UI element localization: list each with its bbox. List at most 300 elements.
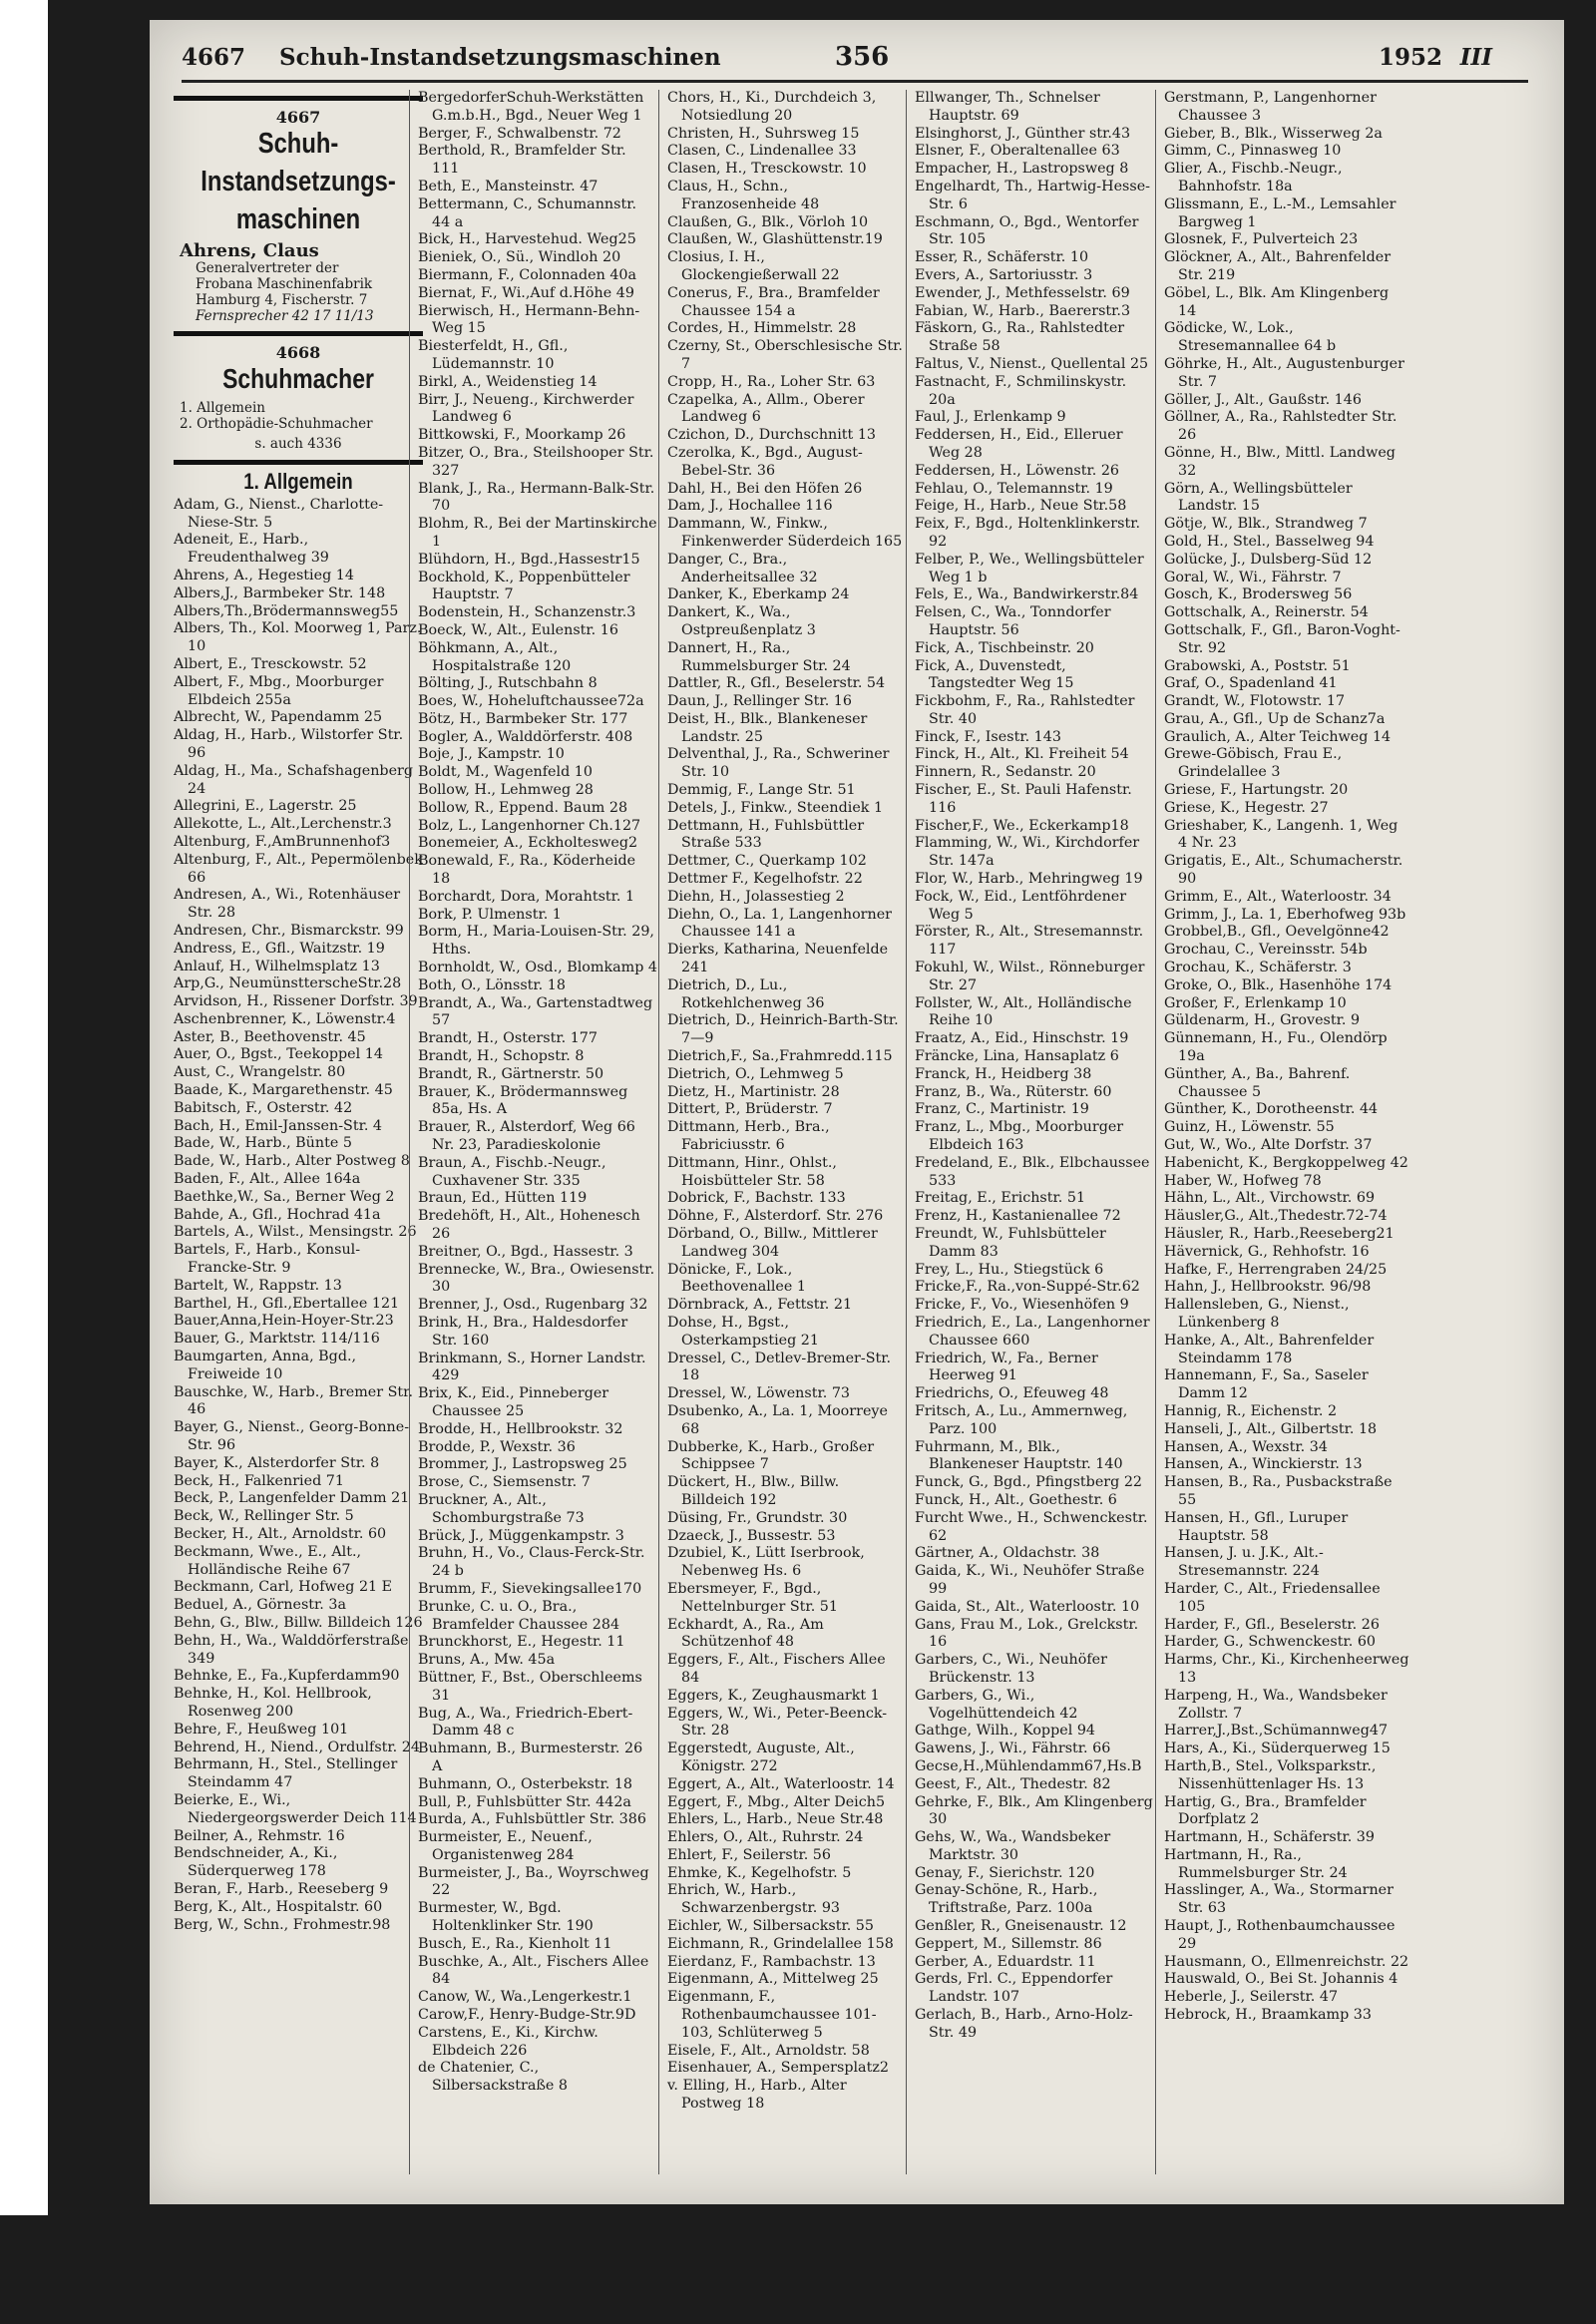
directory-entry: Dubberke, K., Harb., Großer Schippsee 7: [667, 1438, 875, 1473]
directory-entry: Hallensleben, G., Nienst., Lünkenberg 8: [1164, 1297, 1350, 1331]
directory-entry: Brose, C., Siemsenstr. 7: [418, 1474, 591, 1491]
directory-entry: Bogler, A., Walddörferstr. 408: [418, 728, 633, 745]
directory-entry: Grigatis, E., Alt., Schumacherstr. 90: [1164, 853, 1403, 888]
directory-entry: Altenburg, F., Alt., Pepermölenbek 66: [174, 851, 423, 886]
directory-entry: Bittkowski, F., Moorkamp 26: [418, 427, 626, 444]
section-title-line: Instandsetzungs-: [200, 165, 396, 197]
entry-list: [418, 90, 657, 2096]
directory-entry: Bayer, G., Nienst., Georg-Bonne-Str. 96: [174, 1419, 410, 1454]
directory-entry: Bonewald, F., Ra., Köderheide 18: [418, 853, 636, 888]
section-rule: [174, 460, 423, 465]
directory-entry: Dzubiel, K., Lütt Iserbrook, Nebenweg Hs. 6: [667, 1545, 865, 1580]
directory-entry: Großer, F., Erlenkamp 10: [1164, 994, 1347, 1011]
section-rule: [174, 96, 423, 101]
directory-entry: Gerstmann, P., Langenhorner Chaussee 3: [1164, 90, 1377, 124]
directory-entry: Genßler, R., Gneisenaustr. 12: [915, 1918, 1127, 1935]
directory-entry: Behn, H., Wa., Walddörferstraße 349: [174, 1632, 409, 1667]
directory-entry: Biernat, F., Wi.,Auf d.Höhe 49: [418, 284, 634, 301]
directory-entry: Dückert, H., Blw., Billw. Billdeich 192: [667, 1474, 840, 1508]
directory-entry: Dietrich,F., Sa.,Frahmredd.115: [667, 1048, 893, 1065]
directory-entry: Behn, G., Blw., Billw. Billdeich 126: [174, 1614, 423, 1631]
directory-entry: Hannig, R., Eichenstr. 2: [1164, 1402, 1338, 1419]
directory-entry: Ellwanger, Th., Schnelser Hauptstr. 69: [915, 90, 1100, 124]
directory-entry: Glöckner, A., Alt., Bahrenfelder Str. 219: [1164, 249, 1392, 283]
directory-entry: Bahde, A., Gfl., Hochrad 41a: [174, 1206, 381, 1223]
directory-entry: Büttner, F., Bst., Oberschleems 31: [418, 1669, 642, 1704]
directory-entry: Dettmer F., Kegelhofstr. 22: [667, 871, 863, 888]
directory-entry: Dietrich, D., Heinrich-Barth-Str. 7—9: [667, 1012, 899, 1047]
directory-entry: Friedrich, E., La., Langenhorner Chaussee 660: [915, 1314, 1150, 1349]
directory-entry: Elsinghorst, J., Günther str.43: [915, 125, 1131, 142]
directory-entry: Göller, J., Alt., Gaußstr. 146: [1164, 391, 1362, 408]
directory-entry: Bartels, F., Harb., Konsul-Francke-Str. 9: [174, 1242, 361, 1277]
directory-entry: Claus, H., Schn., Franzosenheide 48: [667, 178, 820, 212]
directory-entry: Canow, W., Wa.,Lengerkestr.1: [418, 1989, 632, 2006]
directory-entry: Andresen, A., Wi., Rotenhäuser Str. 28: [174, 887, 401, 922]
directory-entry: Gerber, A., Eduardstr. 11: [915, 1953, 1096, 1970]
directory-entry: Hansen, H., Gfl., Luruper Hauptstr. 58: [1164, 1509, 1349, 1544]
directory-entry: Boeck, W., Alt., Eulenstr. 16: [418, 621, 618, 638]
directory-entry: Eichler, W., Silbersackstr. 55: [667, 1918, 874, 1935]
directory-entry: Glosnek, F., Pulverteich 23: [1164, 231, 1359, 248]
directory-entry: Günther, A., Ba., Bahrenf. Chaussee 5: [1164, 1065, 1351, 1100]
directory-entry: Behrend, H., Niend., Ordulfstr. 24: [174, 1739, 420, 1755]
directory-entry: Blank, J., Ra., Hermann-Balk-Str. 70: [418, 480, 655, 515]
directory-entry: Adam, G., Nienst., Charlotte-Niese-Str. 5: [174, 496, 384, 531]
directory-entry: Detels, J., Finkw., Steendiek 1: [667, 799, 884, 816]
directory-entry: Fick, A., Tischbeinstr. 20: [915, 639, 1094, 656]
column-2: [409, 90, 657, 2174]
directory-entry: Dittmann, Herb., Bra., Fabriciusstr. 6: [667, 1119, 830, 1154]
directory-entry: Borm, H., Maria-Louisen-Str. 29, Hths.: [418, 924, 654, 959]
directory-entry: Danker, K., Eberkamp 24: [667, 586, 850, 603]
directory-entry: Fokuhl, W., Wilst., Rönneburger Str. 27: [915, 960, 1145, 993]
directory-entry: Griese, F., Hartungstr. 20: [1164, 782, 1349, 799]
directory-entry: Blohm, R., Bei der Martinskirche 1: [418, 516, 657, 550]
directory-entry: Fricke, F., Vo., Wiesenhöfen 9: [915, 1297, 1129, 1314]
subsection-item: 2. Orthopädie-Schuhmacher: [180, 416, 373, 433]
directory-entry: Dettmann, H., Fuhlsbüttler Straße 533: [667, 817, 865, 852]
directory-entry: Dam, J., Hochallee 116: [667, 498, 833, 515]
directory-entry: Gönne, H., Blw., Mittl. Landweg 32: [1164, 444, 1396, 479]
directory-entry: Eierdanz, F., Rambachstr. 13: [667, 1953, 876, 1970]
directory-entry: Frenz, H., Kastanienallee 72: [915, 1208, 1121, 1225]
page-number: 356: [835, 42, 890, 72]
sidebar-strip: [0, 0, 48, 2215]
directory-entry: Hävernick, G., Rehhofstr. 16: [1164, 1243, 1370, 1260]
directory-entry: Gecse,H.,Mühlendamm67,Hs.B: [915, 1757, 1142, 1774]
directory-entry: Both, O., Lönsstr. 18: [418, 976, 566, 993]
directory-entry: Bierwisch, H., Hermann-Behn-Weg 15: [418, 302, 640, 337]
directory-entry: Dittert, P., Brüderstr. 7: [667, 1101, 833, 1118]
directory-entry: Follster, W., Alt., Holländische Reihe 10: [915, 994, 1132, 1029]
directory-entry: Hanke, A., Alt., Bahrenfelder Steindamm 178: [1164, 1332, 1375, 1366]
directory-entry: Brandt, R., Gärtnerstr. 50: [418, 1065, 604, 1082]
directory-entry: Berger, F., Schwalbenstr. 72: [418, 125, 621, 142]
directory-entry: Freundt, W., Fuhlsbütteler Damm 83: [915, 1226, 1106, 1260]
directory-entry: Czapelka, A., Allm., Oberer Landweg 6: [667, 391, 865, 426]
directory-entry: Chors, H., Ki., Durchdeich 3, Notsiedlung 20: [667, 90, 877, 124]
directory-entry: Baden, F., Alt., Allee 164a: [174, 1171, 361, 1188]
directory-entry: Hansen, A., Wexstr. 34: [1164, 1438, 1328, 1455]
directory-entry: Gaida, K., Wi., Neuhöfer Straße 99: [915, 1563, 1145, 1597]
directory-entry: Freitag, E., Erichstr. 51: [915, 1190, 1086, 1207]
directory-entry: Dahl, H., Bei den Höfen 26: [667, 480, 863, 497]
directory-entry: Andresen, Chr., Bismarckstr. 99: [174, 922, 404, 939]
directory-entry: Gosch, K., Brodersweg 56: [1164, 586, 1353, 603]
directory-entry: Funck, H., Alt., Goethestr. 6: [915, 1491, 1117, 1508]
header-title: Schuh-Instandsetzungsmaschinen: [279, 44, 721, 71]
directory-entry: Finck, F., Isestr. 143: [915, 728, 1061, 745]
directory-entry: Göhrke, H., Alt., Augustenburger Str. 7: [1164, 355, 1404, 390]
directory-entry: Czichon, D., Durchschnitt 13: [667, 427, 877, 444]
section-number: 4667: [275, 108, 321, 127]
directory-entry: Dattler, R., Gfl., Beselerstr. 54: [667, 675, 886, 692]
directory-entry: Arp,G., NeumünstterscheStr.28: [174, 975, 402, 992]
directory-entry: Hartmann, H., Ra., Rummelsburger Str. 24: [1164, 1846, 1348, 1881]
directory-entry: Bruhn, H., Vo., Claus-Ferck-Str. 24 b: [418, 1545, 645, 1580]
directory-entry: Haber, W., Hofweg 78: [1164, 1172, 1322, 1189]
directory-entry: Göllner, A., Ra., Rahlstedter Str. 26: [1164, 409, 1397, 444]
directory-entry: Fuhrmann, M., Blk., Blankeneser Hauptstr. 140: [915, 1438, 1123, 1473]
section-title-line: Schuh-: [257, 127, 339, 160]
directory-entry: Fredeland, E., Blk., Elbchaussee 533: [915, 1154, 1150, 1189]
directory-entry: Becker, H., Alt., Arnoldstr. 60: [174, 1526, 387, 1542]
directory-entry: Burmeister, E., Neuenf., Organistenweg 284: [418, 1829, 593, 1863]
directory-entry: Fricke,F., Ra.,von-Suppé-Str.62: [915, 1279, 1140, 1296]
directory-entry: Czerny, St., Oberschlesische Str. 7: [667, 338, 903, 372]
directory-entry: Brodde, P., Wexstr. 36: [418, 1438, 576, 1455]
directory-entry: Furcht Wwe., H., Schwenckestr. 62: [915, 1509, 1148, 1544]
directory-entry: Fabian, W., Harb., Baererstr.3: [915, 302, 1131, 319]
directory-entry: Göbel, L., Blk. Am Klingenberg 14: [1164, 284, 1390, 319]
directory-entry: Dierks, Katharina, Neuenfelde 241: [667, 942, 889, 976]
directory-entry: Brunckhorst, E., Hegestr. 11: [418, 1634, 625, 1651]
directory-entry: Günnemann, H., Fu., Olendörp 19a: [1164, 1030, 1388, 1065]
directory-entry: Hebrock, H., Braamkamp 33: [1164, 2007, 1372, 2024]
directory-entry: Hansen, J. u. J.K., Alt.-Stresemannstr. 224: [1164, 1545, 1324, 1580]
directory-entry: Fickbohm, F., Ra., Rahlstedter Str. 40: [915, 693, 1135, 727]
directory-entry: Dietz, H., Martinistr. 28: [667, 1083, 840, 1100]
directory-entry: Hars, A., Ki., Süderquerweg 15: [1164, 1741, 1391, 1757]
directory-entry: Bade, W., Harb., Alter Postweg 8: [174, 1153, 410, 1170]
directory-entry: Ehrich, W., Harb., Schwarzenbergstr. 93: [667, 1882, 841, 1917]
directory-entry: Ehlers, O., Alt., Ruhrstr. 24: [667, 1829, 864, 1846]
directory-entry: v. Elling, H., Harb., Alter Postweg 18: [667, 2078, 847, 2113]
directory-entry: Burmeister, J., Ba., Woyrschweg 22: [418, 1864, 649, 1899]
section-rule: [174, 331, 423, 336]
directory-entry: Bölting, J., Rutschbahn 8: [418, 675, 598, 692]
directory-entry: Breitner, O., Bgd., Hassestr. 3: [418, 1243, 633, 1260]
directory-entry: Grau, A., Gfl., Up de Schanz7a: [1164, 710, 1386, 727]
directory-entry: Friedrichs, O., Efeuweg 48: [915, 1385, 1109, 1402]
directory-entry: Franz, C., Martinistr. 19: [915, 1101, 1089, 1118]
directory-entry: Albers,Th.,Brödermannsweg55: [174, 602, 399, 619]
directory-entry: Glier, A., Fischb.-Neugr., Bahnhofstr. 18a: [1164, 161, 1343, 194]
directory-entry: Aust, C., Wrangelstr. 80: [174, 1064, 346, 1081]
directory-entry: Birr, J., Neueng., Kirchwerder Landweg 6: [418, 391, 634, 426]
directory-entry: Fraatz, A., Eid., Hinschstr. 19: [915, 1030, 1129, 1047]
directory-entry: Fehlau, O., Telemannstr. 19: [915, 480, 1113, 497]
advert-name: Ahrens, Claus: [180, 239, 319, 261]
directory-entry: Bötz, H., Barmbeker Str. 177: [418, 710, 628, 727]
header-year: 1952: [1378, 44, 1442, 71]
directory-entry: Günther, K., Dorotheenstr. 44: [1164, 1101, 1379, 1118]
directory-entry: Behnke, E., Fa.,Kupferdamm90: [174, 1668, 400, 1685]
directory-entry: Graf, O., Spadenland 41: [1164, 675, 1338, 692]
header-number: 4667: [182, 44, 246, 71]
directory-entry: Gerlach, B., Harb., Arno-Holz-Str. 49: [915, 2007, 1133, 2041]
directory-entry: Brix, K., Eid., Pinneberger Chaussee 25: [418, 1385, 609, 1419]
directory-entry: Blühdorn, H., Bgd.,Hassestr15: [418, 551, 640, 568]
directory-entry: Eichmann, R., Grindelallee 158: [667, 1935, 894, 1952]
directory-entry: Grandt, W., Flotowstr. 17: [1164, 693, 1346, 710]
directory-entry: Brodde, H., Hellbrookstr. 32: [418, 1420, 623, 1437]
directory-entry: Altenburg, F.,AmBrunnenhof3: [174, 833, 391, 850]
directory-entry: Brandt, A., Wa., Gartenstadtweg 57: [418, 994, 653, 1029]
directory-entry: Flamming, W., Wi., Kirchdorfer Str. 147a: [915, 835, 1140, 870]
directory-entry: Eigenmann, A., Mittelweg 25: [667, 1971, 879, 1988]
column-4: [906, 90, 1154, 2174]
directory-entry: Dönicke, F., Lok., Beethovenallee 1: [667, 1261, 806, 1296]
directory-entry: Berg, K., Alt., Hospitalstr. 60: [174, 1898, 383, 1915]
directory-entry: Finck, H., Alt., Kl. Freiheit 54: [915, 746, 1129, 763]
directory-entry: Faltus, V., Nienst., Quellental 25: [915, 355, 1149, 372]
directory-entry: Grabowski, A., Poststr. 51: [1164, 657, 1351, 674]
document-page: [150, 20, 1564, 2204]
advert-phone: Fernsprecher 42 17 11/13: [196, 307, 374, 324]
page-header: [182, 36, 1528, 83]
directory-entry: Görn, A., Wellingsbütteler Landstr. 15: [1164, 480, 1353, 515]
directory-entry: Förster, R., Alt., Stresemannstr. 117: [915, 924, 1144, 959]
directory-entry: Allegrini, E., Lagerstr. 25: [174, 798, 357, 815]
directory-entry: Dressel, C., Detlev-Bremer-Str. 18: [667, 1350, 892, 1384]
directory-entry: Elsner, F., Oberaltenallee 63: [915, 143, 1120, 160]
directory-entry: Daun, J., Rellinger Str. 16: [667, 693, 852, 710]
directory-entry: Bauer, G., Marktstr. 114/116: [174, 1331, 380, 1348]
directory-entry: Franz, L., Mbg., Moorburger Elbdeich 163: [915, 1119, 1124, 1154]
directory-entry: Dressel, W., Löwenstr. 73: [667, 1385, 851, 1402]
directory-entry: Dohse, H., Bgst., Osterkampstieg 21: [667, 1314, 819, 1349]
directory-entry: Harrer,J.,Bst.,Schümannweg47: [1164, 1723, 1389, 1740]
directory-entry: Eggert, A., Alt., Waterloostr. 14: [667, 1775, 895, 1792]
directory-entry: Beck, P., Langenfelder Damm 21: [174, 1490, 410, 1507]
directory-entry: Frey, L., Hu., Stiegstück 6: [915, 1261, 1104, 1278]
see-also-note: s. auch 4336: [254, 436, 342, 453]
directory-entry: Brumm, F., Sievekingsallee170: [418, 1580, 642, 1597]
directory-entry: Graulich, A., Alter Teichweg 14: [1164, 728, 1392, 745]
directory-entry: Cropp, H., Ra., Loher Str. 63: [667, 373, 876, 390]
directory-entry: Conerus, F., Bra., Bramfelder Chaussee 154 a: [667, 284, 880, 319]
entry-list: [1164, 90, 1409, 2025]
directory-entry: Guinz, H., Löwenstr. 55: [1164, 1119, 1335, 1136]
directory-entry: Closius, I. H., Glockengießerwall 22: [667, 249, 840, 283]
section-4667: [174, 96, 423, 325]
directory-entry: Düsing, Fr., Grundstr. 30: [667, 1509, 848, 1526]
directory-entry: Eggerstedt, Auguste, Alt., Königstr. 272: [667, 1741, 855, 1774]
directory-entry: Danger, C., Bra., Anderheitsallee 32: [667, 551, 818, 585]
directory-entry: Brunke, C. u. O., Bra., Bramfelder Chaussee 284: [418, 1598, 620, 1633]
directory-entry: Buschke, A., Alt., Fischers Allee 84: [418, 1953, 649, 1988]
directory-entry: Glissmann, E., L.-M., Lemsahler Bargweg 1: [1164, 195, 1396, 230]
directory-entry: Fock, W., Eid., Lentföhrdener Weg 5: [915, 888, 1127, 923]
directory-entry: Eggers, K., Zeughausmarkt 1: [667, 1687, 880, 1704]
directory-entry: Berg, W., Schn., Frohmestr.98: [174, 1916, 391, 1933]
directory-entry: Bauer,Anna,Hein-Hoyer-Str.23: [174, 1313, 394, 1330]
directory-entry: Bartelt, W., Rappstr. 13: [174, 1277, 342, 1294]
directory-entry: Buhmann, B., Burmesterstr. 26 A: [418, 1741, 643, 1774]
directory-entry: Genay-Schöne, R., Harb., Triftstraße, Parz. 100a: [915, 1882, 1098, 1917]
directory-entry: Brandt, H., Schopstr. 8: [418, 1048, 585, 1065]
directory-entry: Delventhal, J., Ra., Schweriner Str. 10: [667, 746, 890, 781]
directory-entry: Häusler,G., Alt.,Thedestr.72-74: [1164, 1208, 1388, 1225]
column-1: [174, 90, 423, 2174]
advert-line: Frobana Maschinenfabrik: [196, 275, 373, 292]
directory-entry: Baade, K., Margarethenstr. 45: [174, 1082, 393, 1099]
directory-entry: Bauschke, W., Harb., Bremer Str. 46: [174, 1383, 413, 1418]
directory-entry: BergedorferSchuh-Werkstätten G.m.b.H., Bgd., Neuer Weg 1: [418, 90, 644, 124]
directory-entry: Brink, H., Bra., Haldesdorfer Str. 160: [418, 1314, 628, 1349]
directory-entry: Bendschneider, A., Ki., Süderquerweg 178: [174, 1845, 338, 1880]
directory-entry: Gerds, Frl. C., Eppendorfer Landstr. 107: [915, 1971, 1113, 2006]
directory-entry: Dammann, W., Finkw., Finkenwerder Süderdeich 165: [667, 516, 903, 550]
directory-entry: Groke, O., Blk., Hasenhöhe 174: [1164, 976, 1393, 993]
directory-entry: Böhkmann, A., Alt., Hospitalstraße 120: [418, 639, 572, 674]
directory-entry: Beckmann, Wwe., E., Alt., Holländische Reihe 67: [174, 1543, 362, 1578]
directory-entry: Fischer,F., We., Eckerkamp18: [915, 817, 1129, 834]
entry-list: [915, 90, 1154, 2043]
directory-entry: Dietrich, D., Lu., Rotkehlchenweg 36: [667, 976, 825, 1011]
directory-entry: Carstens, E., Ki., Kirchw. Elbdeich 226: [418, 2024, 598, 2059]
directory-entry: Arvidson, H., Rissener Dorfstr. 39: [174, 993, 418, 1010]
directory-entry: Ehlert, F., Seilerstr. 56: [667, 1846, 831, 1863]
section-title: Schuhmacher: [222, 363, 374, 395]
directory-entry: Eschmann, O., Bgd., Wentorfer Str. 105: [915, 213, 1139, 248]
directory-entry: Haupt, J., Rothenbaumchaussee 29: [1164, 1918, 1396, 1952]
directory-entry: Aldag, H., Ma., Schafshagenberg 24: [174, 762, 414, 797]
directory-entry: Hafke, F., Herrengraben 24/25: [1164, 1261, 1388, 1278]
directory-entry: Bredehöft, H., Alt., Hohenesch 26: [418, 1208, 640, 1242]
directory-entry: Felber, P., We., Wellingsbütteler Weg 1 b: [915, 551, 1144, 585]
directory-entry: Grimm, E., Alt., Waterloostr. 34: [1164, 888, 1392, 905]
directory-entry: Bonemeier, A., Eckholtesweg2: [418, 835, 638, 852]
directory-entry: Albers,J., Barmbeker Str. 148: [174, 584, 386, 601]
directory-entry: Albert, E., Tresckowstr. 52: [174, 655, 367, 672]
directory-entry: Allekotte, L., Alt.,Lerchenstr.3: [174, 816, 392, 833]
directory-entry: Dankert, K., Wa., Ostpreußenplatz 3: [667, 604, 816, 638]
directory-entry: Hannemann, F., Sa., Saseler Damm 12: [1164, 1367, 1369, 1402]
directory-entry: Borchardt, Dora, Morahtstr. 1: [418, 888, 635, 905]
directory-entry: Bayer, K., Alsterdorfer Str. 8: [174, 1454, 380, 1471]
directory-entry: Ahrens, A., Hegestieg 14: [174, 567, 354, 583]
directory-entry: Auer, O., Bgst., Teekoppel 14: [174, 1046, 383, 1063]
directory-entry: de Chatenier, C., Silbersackstraße 8: [418, 2060, 569, 2095]
directory-entry: Geppert, M., Sillemstr. 86: [915, 1935, 1102, 1952]
directory-entry: Harpeng, H., Wa., Wandsbeker Zollstr. 7: [1164, 1687, 1388, 1722]
directory-entry: Grieshaber, K., Langenh. 1, Weg 4 Nr. 23: [1164, 817, 1398, 852]
directory-entry: Feddersen, H., Löwenstr. 26: [915, 462, 1120, 479]
directory-entry: Grobbel,B., Gfl., Oevelgönne42: [1164, 924, 1390, 941]
directory-entry: Hahn, J., Hellbrookstr. 96/98: [1164, 1279, 1372, 1296]
directory-entry: Gärtner, A., Oldachstr. 38: [915, 1545, 1100, 1562]
directory-entry: Faul, J., Erlenkamp 9: [915, 409, 1066, 426]
directory-entry: Fäskorn, G., Ra., Rahlstedter Straße 58: [915, 320, 1125, 355]
directory-entry: Grimm, J., La. 1, Eberhofweg 93b: [1164, 906, 1406, 923]
directory-entry: Dobrick, F., Bachstr. 133: [667, 1190, 846, 1207]
directory-entry: Berthold, R., Bramfelder Str. 111: [418, 143, 626, 178]
directory-entry: Burda, A., Fuhlsbüttler Str. 386: [418, 1811, 646, 1828]
directory-entry: Brennecke, W., Bra., Owiesenstr. 30: [418, 1261, 655, 1296]
directory-entry: Finnern, R., Sedanstr. 20: [915, 764, 1096, 781]
directory-entry: Barthel, H., Gfl.,Ebertallee 121: [174, 1295, 400, 1312]
directory-entry: Bollow, R., Eppend. Baum 28: [418, 799, 628, 816]
subsection-item: 1. Allgemein: [180, 400, 265, 417]
directory-entry: Ewender, J., Methfesselstr. 69: [915, 284, 1130, 301]
directory-entry: Albert, F., Mbg., Moorburger Elbdeich 255a: [174, 673, 384, 708]
directory-entry: Brenner, J., Osd., Rugenbarg 32: [418, 1297, 648, 1314]
directory-entry: Garbers, G., Wi., Vogelhüttendeich 42: [915, 1687, 1078, 1722]
directory-entry: Hartmann, H., Schäferstr. 39: [1164, 1829, 1376, 1846]
directory-entry: Hasslinger, A., Wa., Stormarner Str. 63: [1164, 1882, 1394, 1917]
section-4668: [174, 331, 423, 494]
entry-list: [174, 497, 423, 1935]
directory-entry: Aster, B., Beethovenstr. 45: [174, 1028, 366, 1045]
directory-entry: Hansen, B., Ra., Pusbackstraße 55: [1164, 1474, 1393, 1508]
directory-entry: Griese, K., Hegestr. 27: [1164, 799, 1329, 816]
directory-entry: Eggers, W., Wi., Peter-Beenck-Str. 28: [667, 1705, 888, 1740]
directory-entry: Bull, P., Fuhlsbütter Str. 442a: [418, 1793, 631, 1810]
directory-entry: Claußen, W., Glashüttenstr.19: [667, 231, 883, 248]
directory-entry: Bug, A., Wa., Friedrich-Ebert-Damm 48 c: [418, 1705, 633, 1740]
directory-entry: Birkl, A., Weidenstieg 14: [418, 373, 598, 390]
directory-entry: Bruckner, A., Alt., Schomburgstraße 73: [418, 1491, 585, 1526]
directory-entry: Bruns, A., Mw. 45a: [418, 1652, 556, 1669]
directory-entry: Fischer, E., St. Pauli Hafenstr. 116: [915, 782, 1132, 816]
directory-entry: Dannert, H., Ra., Rummelsburger Str. 24: [667, 639, 851, 674]
directory-entry: Goral, W., Wi., Fährstr. 7: [1164, 569, 1342, 585]
directory-entry: Beckmann, Carl, Hofweg 21 E: [174, 1579, 393, 1596]
directory-entry: Geest, F., Alt., Thedestr. 82: [915, 1775, 1111, 1792]
directory-entry: Beduel, A., Görnestr. 3a: [174, 1597, 346, 1614]
directory-entry: Albrecht, W., Papendamm 25: [174, 709, 383, 726]
directory-entry: Dittmann, Hinr., Ohlst., Hoisbütteler Str. 58: [667, 1154, 837, 1189]
directory-entry: Beck, W., Rellinger Str. 5: [174, 1508, 354, 1525]
directory-entry: Adeneit, E., Harb., Freudenthalweg 39: [174, 532, 329, 567]
entry-list: [667, 90, 905, 2114]
directory-entry: Ehmke, K., Kegelhofstr. 5: [667, 1864, 852, 1881]
directory-entry: Bach, H., Emil-Janssen-Str. 4: [174, 1117, 383, 1134]
directory-entry: Brommer, J., Lastropsweg 25: [418, 1456, 627, 1473]
directory-entry: Fels, E., Wa., Bandwirkerstr.84: [915, 586, 1139, 603]
directory-entry: Czerolka, K., Bgd., August-Bebel-Str. 36: [667, 444, 863, 479]
directory-entry: Fräncke, Lina, Hansaplatz 6: [915, 1048, 1119, 1065]
directory-entry: Feix, F., Bgd., Holtenklinkerstr. 92: [915, 516, 1141, 550]
directory-entry: Bornholdt, W., Osd., Blomkamp 4: [418, 960, 657, 976]
directory-entry: Hähn, L., Alt., Virchowstr. 69: [1164, 1190, 1376, 1207]
directory-entry: Genay, F., Sierichstr. 120: [915, 1864, 1095, 1881]
directory-entry: Braun, A., Fischb.-Neugr., Cuxhavener Str. 335: [418, 1154, 606, 1189]
directory-entry: Franz, B., Wa., Rüterstr. 60: [915, 1083, 1112, 1100]
directory-entry: Fastnacht, F., Schmilinskystr. 20a: [915, 373, 1127, 408]
directory-entry: Harder, G., Schwenckestr. 60: [1164, 1634, 1377, 1651]
directory-entry: Harder, F., Gfl., Beselerstr. 26: [1164, 1616, 1380, 1633]
subsection-title: 1. Allgemein: [243, 468, 353, 494]
directory-entry: Babitsch, F., Osterstr. 42: [174, 1099, 353, 1116]
directory-entry: Eisenhauer, A., Sempersplatz2: [667, 2060, 889, 2077]
directory-entry: Bieniek, O., Sü., Windloh 20: [418, 249, 621, 266]
directory-entry: Biermann, F., Colonnaden 40a: [418, 266, 637, 283]
directory-entry: Diehn, H., Jolassestieg 2: [667, 888, 845, 905]
